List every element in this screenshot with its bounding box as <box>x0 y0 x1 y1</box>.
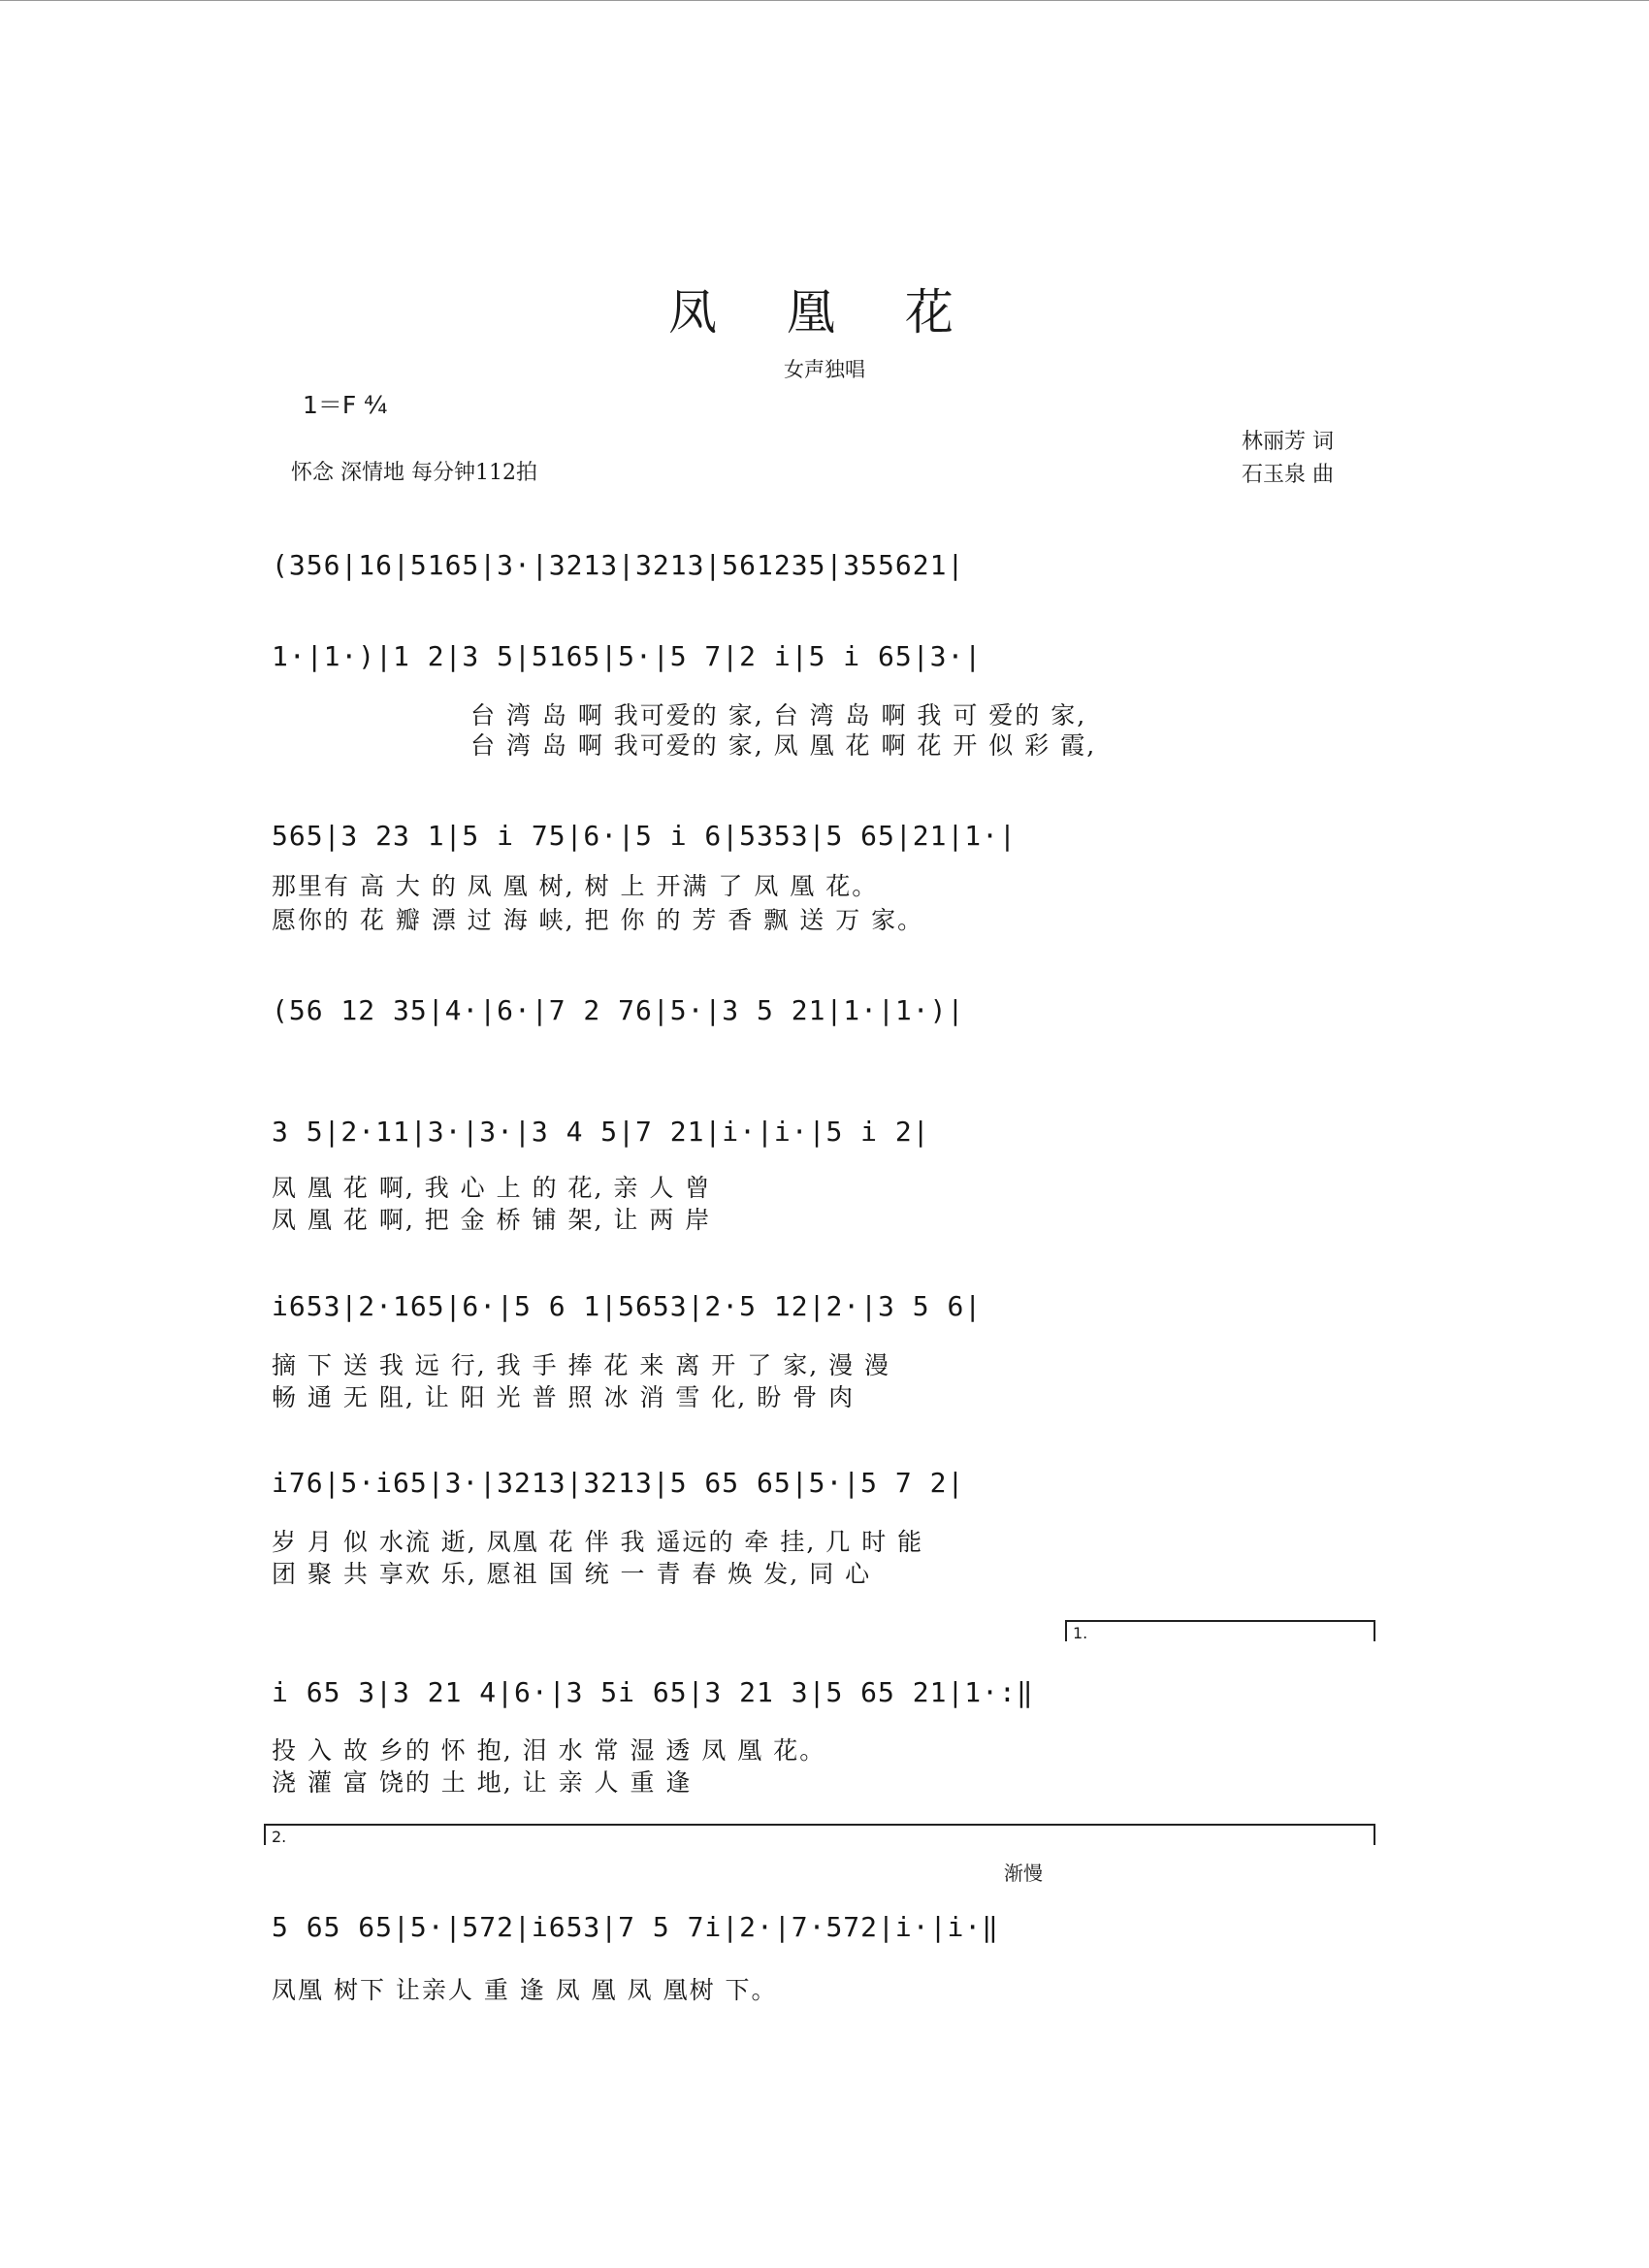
score-system-9: 5 65 65|5·|572|i653|7 5 7i|2·|7·572|i·|i·‖ <box>272 1911 1000 1943</box>
lyric-line: 浇 灌 富 饶的 土 地, 让 亲 人 重 逢 <box>272 1768 693 1797</box>
score-system-7: i76|5·i65|3·|3213|3213|5 65 65|5·|5 7 2| <box>272 1467 965 1499</box>
first-ending-label: 1. <box>1073 1624 1088 1642</box>
score-system-6: i653|2·165|6·|5 6 1|5653|2·5 12|2·|3 5 6| <box>272 1290 983 1322</box>
lyric-line: 岁 月 似 水流 逝, 凤凰 花 伴 我 遥远的 牵 挂, 几 时 能 <box>272 1528 924 1556</box>
lyric-line: 摘 下 送 我 远 行, 我 手 捧 花 来 离 开 了 家, 漫 漫 <box>272 1351 891 1379</box>
second-ending-bracket-edge <box>1374 1824 1375 1845</box>
song-title: 凤 凰 花 <box>668 284 981 340</box>
tempo-marking: 怀念 深情地 每分钟112拍 <box>291 461 537 485</box>
first-ending-bracket <box>1065 1620 1375 1622</box>
key-signature: 1＝F ⁴⁄₄ <box>303 391 388 419</box>
score-system-5: 3 5|2·11|3·|3·|3 4 5|7 21|i·|i·|5 i 2| <box>272 1116 930 1148</box>
lyric-line: 台 湾 岛 啊 我可爱的 家, 台 湾 岛 啊 我 可 爱的 家, <box>470 701 1087 729</box>
second-ending-bracket-edge <box>264 1824 266 1845</box>
ritardando-marking: 渐慢 <box>1004 1862 1043 1885</box>
score-system-1: (356|16|5165|3·|3213|3213|561235|355621| <box>272 549 965 581</box>
lyric-line: 凤 凰 花 啊, 我 心 上 的 花, 亲 人 曾 <box>272 1174 712 1202</box>
lyric-line: 那里有 高 大 的 凤 凰 树, 树 上 开满 了 凤 凰 花。 <box>272 872 879 900</box>
song-subtitle: 女声独唱 <box>784 358 865 381</box>
lyric-line: 凤凰 树下 让亲人 重 逢 凤 凰 凤 凰树 下。 <box>272 1976 778 2004</box>
lyric-line: 投 入 故 乡的 怀 抱, 泪 水 常 湿 透 凤 凰 花。 <box>272 1736 826 1765</box>
score-system-8: i 65 3|3 21 4|6·|3 5i 65|3 21 3|5 65 21|1·:‖ <box>272 1676 1034 1708</box>
score-system-4: (56 12 35|4·|6·|7 2 76|5·|3 5 21|1·|1·)| <box>272 994 965 1026</box>
lyric-line: 台 湾 岛 啊 我可爱的 家, 凤 凰 花 啊 花 开 似 彩 霞, <box>470 731 1097 760</box>
lyric-line: 畅 通 无 阻, 让 阳 光 普 照 冰 消 雪 化, 盼 骨 肉 <box>272 1383 856 1411</box>
first-ending-bracket-edge <box>1065 1620 1067 1641</box>
score-system-3: 565|3 23 1|5 i 75|6·|5 i 6|5353|5 65|21|1·| <box>272 820 1017 852</box>
first-ending-bracket-edge <box>1374 1620 1375 1641</box>
lyricist-credit: 林丽芳 词 <box>1242 430 1334 454</box>
score-system-2: 1·|1·)|1 2|3 5|5165|5·|5 7|2 i|5 i 65|3·| <box>272 640 983 672</box>
second-ending-bracket <box>264 1824 1375 1826</box>
composer-credit: 石玉泉 曲 <box>1242 463 1334 487</box>
lyric-line: 团 聚 共 享欢 乐, 愿祖 国 统 一 青 春 焕 发, 同 心 <box>272 1560 872 1588</box>
page-top-edge <box>0 0 1649 1</box>
second-ending-label: 2. <box>272 1828 287 1846</box>
lyric-line: 凤 凰 花 啊, 把 金 桥 铺 架, 让 两 岸 <box>272 1206 712 1234</box>
lyric-line: 愿你的 花 瓣 漂 过 海 峡, 把 你 的 芳 香 飘 送 万 家。 <box>272 906 924 934</box>
